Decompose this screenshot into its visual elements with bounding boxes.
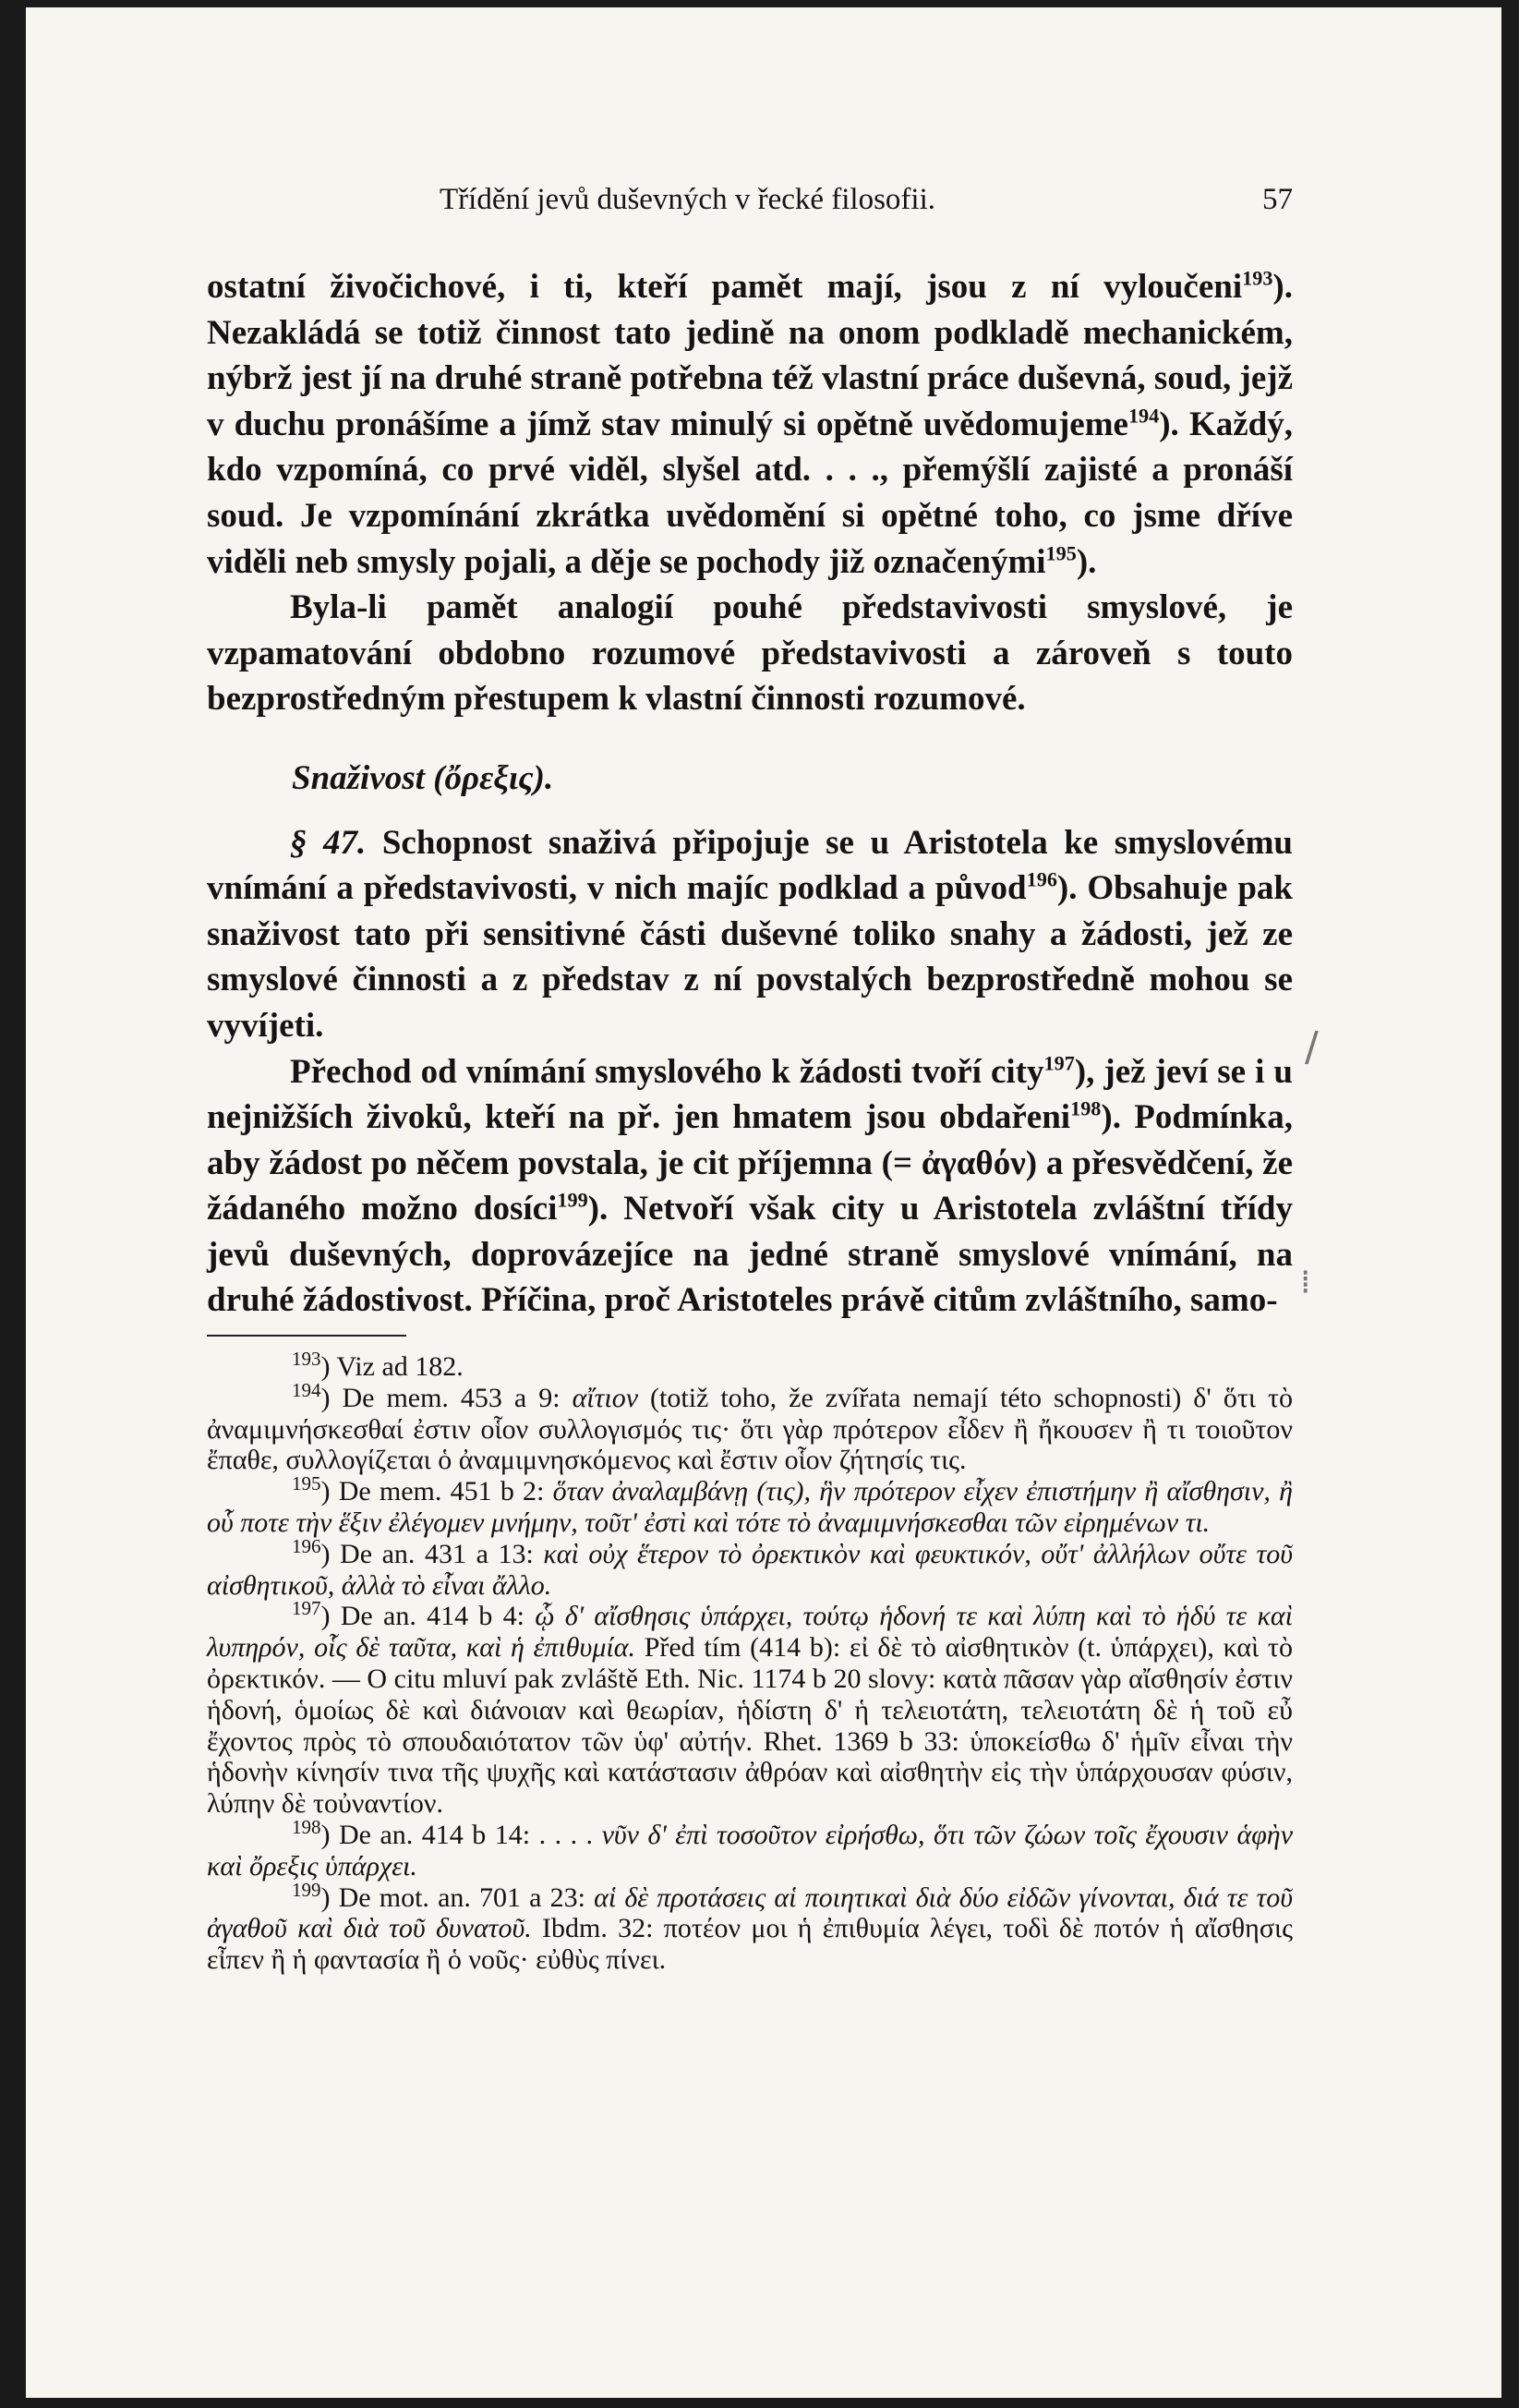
footnote: $^{197}$) De an. 414 b 4: ᾧ δ' αἴσθησις ὑπάρχει, τούτῳ ἡδονή τε καὶ λύπη καὶ τὸ ἡδύ τε καὶ λυπηρόν, οἷς δὲ ταῦτα, καὶ ἡ ἐπιθυμία. Před tím (414 b): εἰ δὲ τὸ αἰσθητικὸν (t. ὑπάρχει), καὶ τὸ ὀρεκτικόν. — O citu mluví pak zvláště Eth. Nic. 1174 b 20 slovy: κατὰ πᾶσαν γὰρ αἴσθησίν ἐστιν ἡδονή, ὁμοίως δὲ καὶ διάνοιαν καὶ θεωρίαν, ἡδίστη δ' ἡ τελειοτάτη, τελειοτάτη δὲ ἡ τοῦ εὖ ἔχοντος πρὸς τὸ σπουδαιότατον τῶν ὑφ' αὐτήν. Rhet. 1369 b 33: ὑποκείσθω δ' ἡμῖν εἶναι τὴν ἡδονὴν κίνησίν τινα τῆς ψυχῆς καὶ κατάστασιν ἀθρόαν καὶ αἰσθητὴν εἰς τὴν ὑπάρχουσαν φύσιν, λύπην δὲ τοὐναντίον. [207,1597,1293,1820]
footnote: $^{195}$) De mem. 451 b 2: ὅταν ἀναλαμβάνῃ (τις), ἣν πρότερον εἶχεν ἐπιστήμην ἢ αἴσθησιν, ἢ οὗ ποτε τὴν ἕξιν ἐλέγομεν μνήμην, τοῦτ' ἐστὶ καὶ τότε τὸ ἀναμιμνήσκεσθαι τῶν εἰρημένων τι. [207,1472,1294,1538]
footnote-ref-195[interactable]: 195 [1045,541,1077,565]
margin-pencil-mark: / [1305,1023,1319,1071]
paragraph-2: Byla-li pamět analogií pouhé představivosti smyslové, je vzpamatování obdobno rozumové představivosti a zároveň s touto bezprostředným přestupem k vlastní činnosti rozumové. [207,588,1293,719]
page-number: 57 [1262,183,1293,216]
footnote-divider [207,1335,406,1337]
main-text [207,264,1293,1324]
footnote: $^{199}$) De mot. an. 701 a 23: αἱ δὲ προτάσεις αἱ ποιητικαὶ διὰ δύο εἰδῶν γίνονται, διά τε τοῦ ἀγαθοῦ καὶ διὰ τοῦ δυνατοῦ. Ibdm. 32: ποτέον μοι ἡ ἐπιθυμία λέγει, τοδὶ δὲ ποτόν ἡ αἴσθησις εἶπεν ἢ ἡ φαντασία ἢ ὁ νοῦς· εὐθὺς πίνει. [207,1878,1293,1976]
footnote: $^{198}$) De an. 414 b 14: . . . . νῦν δ' ἐπὶ τοσοῦτον εἰρήσθω, ὅτι τῶν ζώων τοῖς ἔχουσιν ἁφὴν καὶ ὄρεξις ὑπάρχει. [207,1815,1294,1882]
footnote-ref-198[interactable]: 198 [1070,1096,1102,1120]
footnote-ref-199[interactable]: 199 [557,1188,588,1212]
paragraph-47: § 47. Schopnost snaživá připojuje se u Aristotela ke smyslovému vnímání a představivosti, v nich majíc podklad a původ$^{196}$). Obsahuje pak snaživost tato při sensitivné části duševné toliko snahy a žádosti, jež ze smyslové činnosti a z představ z ní povstalých bezprostředně mohou se vyvíjeti. [207,823,1293,1045]
footnote-ref-197[interactable]: 197 [1043,1051,1075,1075]
footnotes [207,1348,1294,1976]
running-title: Třídění jevů duševných v řecké filosofii. [440,183,936,216]
footnote: $^{193}$) Viz ad 182. [292,1348,464,1382]
paragraph-4: Přechod od vnímání smyslového k žádosti tvoří city$^{197}$), jež jeví se i u nejnižších živoků, kteří na př. jen hmatem jsou obdařeni$^{198}$). Podmínka, aby žádost po něčem povstala, je cit příjemna (= ἀγαθόν) a přesvědčení, že žádaného možno dosíci$^{199}$). Netvoří však city u Aristotela zvláštní třídy jevů duševných, doprovázejíce na jedné straně smyslové vnímání, na druhé žádostivost. Příčina, proč Aristoteles právě citům zvláštního, samo- [207,1051,1294,1320]
book-page [26,7,1501,2398]
footnote-ref-196[interactable]: 196 [1026,867,1057,891]
margin-pencil-mark: ⁞ [1300,1264,1311,1301]
footnote: $^{196}$) De an. 431 a 13: καὶ οὐχ ἕτερον τὸ ὀρεκτικὸν καὶ φευκτικόν, οὔτ' ἀλλήλων οὔτε τοῦ αἰσθητικοῦ, ἀλλὰ τὸ εἶναι ἄλλο. [207,1534,1293,1601]
section-heading: Snaživost (ὄρεξις). [292,758,554,797]
section-number: § 47. [290,823,367,862]
footnote-ref-193[interactable]: 193 [1242,266,1273,290]
paragraph-1: ostatní živočichové, i ti, kteří pamět mají, jsou z ní vyloučeni$^{193}$). Nezakládá se totiž činnost tato jedině na onom podkladě mechanickém, nýbrž jest jí na druhé straně potřebna též vlastní práce duševná, soud, jejž v duchu pronášíme a jímž stav minulý si opětně uvědomujeme$^{194}$). Každý, kdo vzpomíná, co prvé viděl, slyšel atd. . . ., přemýšlí zajisté a pronáší soud. Je vzpomínání zkrátka uvědomění si opětné toho, co jsme dříve viděli neb smysly pojali, a děje se pochody již označenými$^{195}$). [207,266,1293,581]
footnote: $^{194}$) De mem. 453 a 9: αἴτιον (totiž toho, že zvířata nemají této schopnosti) δ' ὅτι τὸ ἀναμιμνήσκεσθαί ἐστιν οἷον συλλογισμός τις· ὅτι γὰρ πρότερον εἶδεν ἢ ἤκουσεν ἢ τι τοιοῦτον ἔπαθε, συλλογίζεται ὁ ἀναμιμνησκόμενος καὶ ἔστιν οἷον ζήτησίς τις. [207,1378,1294,1476]
footnote-ref-194[interactable]: 194 [1127,404,1160,428]
